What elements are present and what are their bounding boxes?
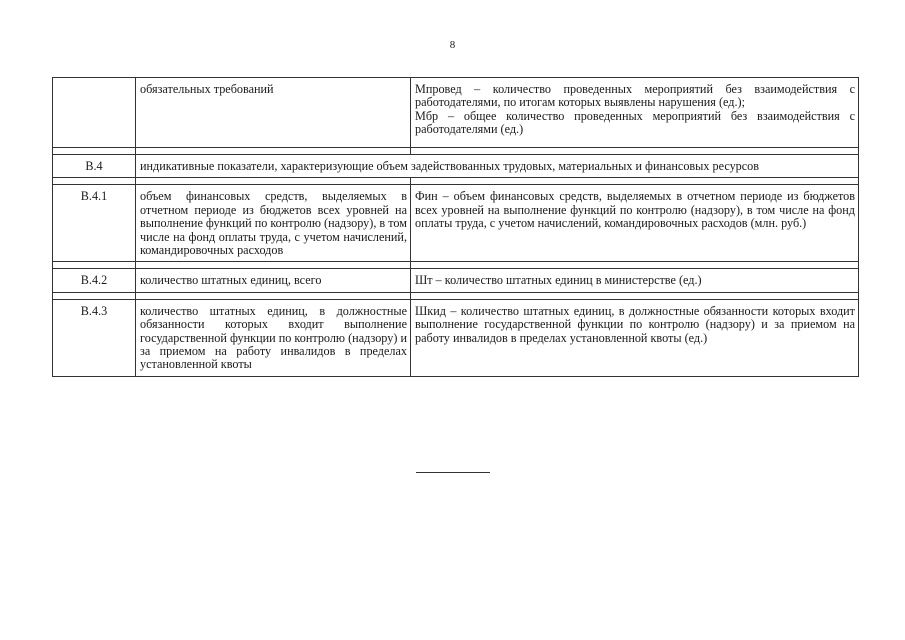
row-formula: Шкид – количество штатных единиц, в должностные обязанности которых входит выполнение государственной функции по контролю (надзору) и за приемом на работу инвалидов в пределах установленной квоты (ед.) [411, 299, 859, 376]
row-description: количество штатных единиц, всего [136, 269, 411, 292]
table-row [53, 155, 859, 178]
row-code: В.4.2 [53, 269, 136, 292]
formula-line: Мпровед – количество проведенных мероприятий без взаимодействия с работодателями, по итогам которых выявлены нарушения (ед.); [415, 82, 855, 110]
row-gap [53, 148, 859, 155]
row-formula [411, 78, 859, 148]
row-code: В.4 [53, 155, 136, 178]
table-row [53, 269, 859, 292]
page-number: 8 [449, 39, 456, 51]
row-gap [53, 262, 859, 269]
row-gap [53, 292, 859, 299]
row-code: В.4.1 [53, 185, 136, 262]
footer-rule [416, 472, 490, 473]
row-code [53, 78, 136, 148]
row-gap [53, 178, 859, 185]
row-description: обязательных требований [136, 78, 411, 148]
row-description: количество штатных единиц, в должностные обязанности которых входит выполнение государственной функции по контролю (надзору) и за приемом на работу инвалидов в пределах установленной квоты [136, 299, 411, 376]
table-row [53, 299, 859, 376]
table-row [53, 78, 859, 148]
table-row [53, 185, 859, 262]
row-formula: Фин – объем финансовых средств, выделяемых в отчетном периоде из бюджетов всех уровней на выполнение функций по контролю (надзору), в том числе на фонд оплаты труда, с учетом начислений, командировочных расходов (млн. руб.) [411, 185, 859, 262]
row-span-text: индикативные показатели, характеризующие объем задействованных трудовых, материальных и финансовых ресурсов [136, 155, 859, 178]
formula-line: Мбр – общее количество проведенных мероприятий без взаимодействия с работодателями (ед.) [415, 108, 855, 137]
row-code: В.4.3 [53, 299, 136, 376]
row-description: объем финансовых средств, выделяемых в отчетном периоде из бюджетов всех уровней на выполнение функций по контролю (надзору), в том числе на фонд оплаты труда, с учетом начислений, командировочных расходов [136, 185, 411, 262]
row-formula: Шт – количество штатных единиц в министерстве (ед.) [411, 269, 859, 292]
indicators-table [52, 77, 859, 377]
